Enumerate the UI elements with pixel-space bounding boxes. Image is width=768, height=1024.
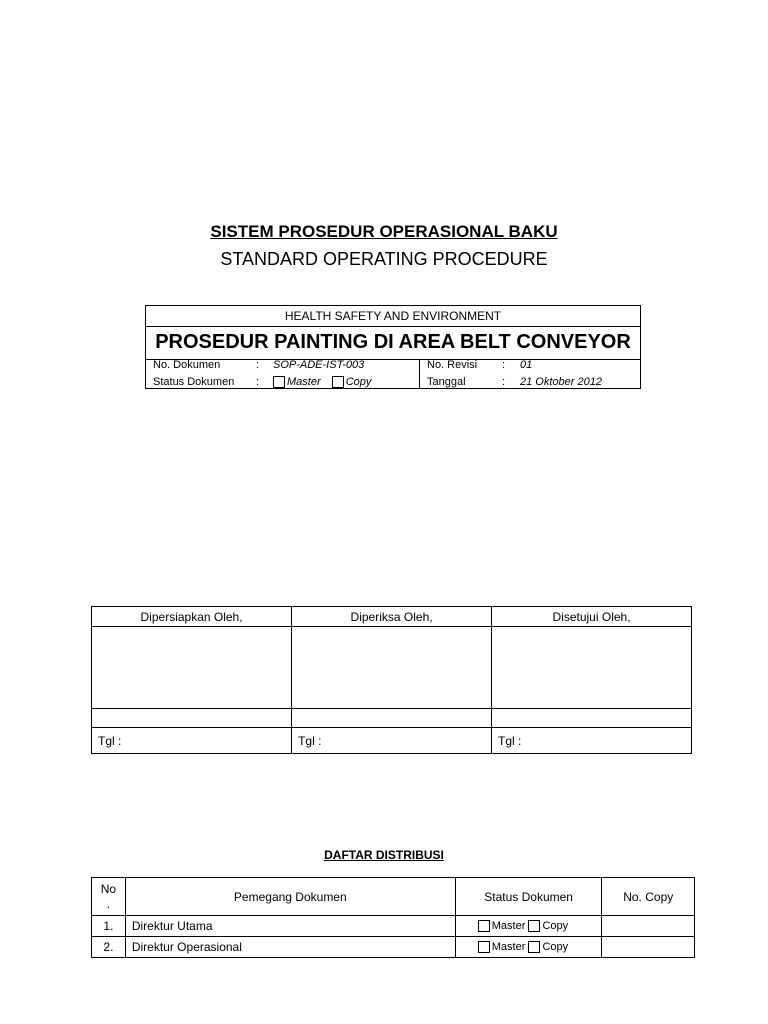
- prepared-by-header: Dipersiapkan Oleh,: [92, 607, 292, 627]
- approved-signature-cell[interactable]: [492, 627, 692, 709]
- master-checkbox[interactable]: [478, 920, 490, 932]
- master-checkbox[interactable]: [478, 941, 490, 953]
- approved-date-cell[interactable]: Tgl :: [492, 728, 692, 754]
- copy-checkbox[interactable]: [528, 941, 540, 953]
- row-number: 2.: [92, 937, 126, 958]
- copy-checkbox[interactable]: [528, 920, 540, 932]
- column-divider: [419, 359, 420, 389]
- no-column-header: No .: [92, 878, 126, 916]
- holder-name: Direktur Utama: [125, 916, 455, 937]
- status-options: [455, 937, 602, 958]
- document-title: SISTEM PROSEDUR OPERASIONAL BAKU: [210, 222, 558, 241]
- procedure-title: PROSEDUR PAINTING DI AREA BELT CONVEYOR: [146, 326, 640, 360]
- status-options: [273, 375, 371, 389]
- master-checkbox[interactable]: [273, 376, 285, 388]
- master-option-label: Master: [491, 941, 526, 953]
- document-info-box: [145, 305, 641, 389]
- approved-name-cell[interactable]: [492, 709, 692, 728]
- approved-by-header: Disetujui Oleh,: [492, 607, 692, 627]
- holder-column-header: Pemegang Dokumen: [125, 878, 455, 916]
- copy-option-label: Copy: [542, 920, 569, 932]
- master-option-label: Master: [491, 920, 526, 932]
- copy-column-header: No. Copy: [602, 878, 695, 916]
- copy-checkbox[interactable]: [332, 376, 344, 388]
- checked-name-cell[interactable]: [292, 709, 492, 728]
- no-dokumen-value: SOP-ADE-IST-003: [273, 359, 365, 371]
- row-number: 1.: [92, 916, 126, 937]
- tanggal-label: Tanggal: [427, 376, 466, 388]
- approval-table: [91, 606, 692, 754]
- separator: :: [502, 359, 506, 371]
- checked-signature-cell[interactable]: [292, 627, 492, 709]
- tanggal-value: 21 Oktober 2012: [520, 376, 602, 388]
- prepared-date-cell[interactable]: Tgl :: [92, 728, 292, 754]
- checked-by-header: Diperiksa Oleh,: [292, 607, 492, 627]
- distribution-title: DAFTAR DISTRIBUSI: [324, 848, 444, 862]
- category-label: HEALTH SAFETY AND ENVIRONMENT: [146, 306, 640, 327]
- checked-date-cell[interactable]: Tgl :: [292, 728, 492, 754]
- copy-number-cell[interactable]: [602, 937, 695, 958]
- prepared-signature-cell[interactable]: [92, 627, 292, 709]
- table-row: [92, 916, 695, 937]
- prepared-name-cell[interactable]: [92, 709, 292, 728]
- separator: :: [256, 376, 260, 388]
- table-row: [92, 937, 695, 958]
- no-dokumen-label: No. Dokumen: [153, 359, 221, 371]
- copy-option-label: Copy: [542, 941, 569, 953]
- document-subtitle: STANDARD OPERATING PROCEDURE: [220, 249, 548, 269]
- distribution-table: [91, 877, 695, 958]
- status-options: [455, 916, 602, 937]
- holder-name: Direktur Operasional: [125, 937, 455, 958]
- separator: :: [502, 376, 506, 388]
- copy-number-cell[interactable]: [602, 916, 695, 937]
- status-column-header: Status Dokumen: [455, 878, 602, 916]
- separator: :: [256, 359, 260, 371]
- copy-option-label: Copy: [345, 376, 372, 388]
- status-dokumen-label: Status Dokumen: [153, 376, 235, 388]
- master-option-label: Master: [287, 376, 321, 388]
- no-revisi-value: 01: [520, 359, 533, 371]
- no-revisi-label: No. Revisi: [427, 359, 478, 371]
